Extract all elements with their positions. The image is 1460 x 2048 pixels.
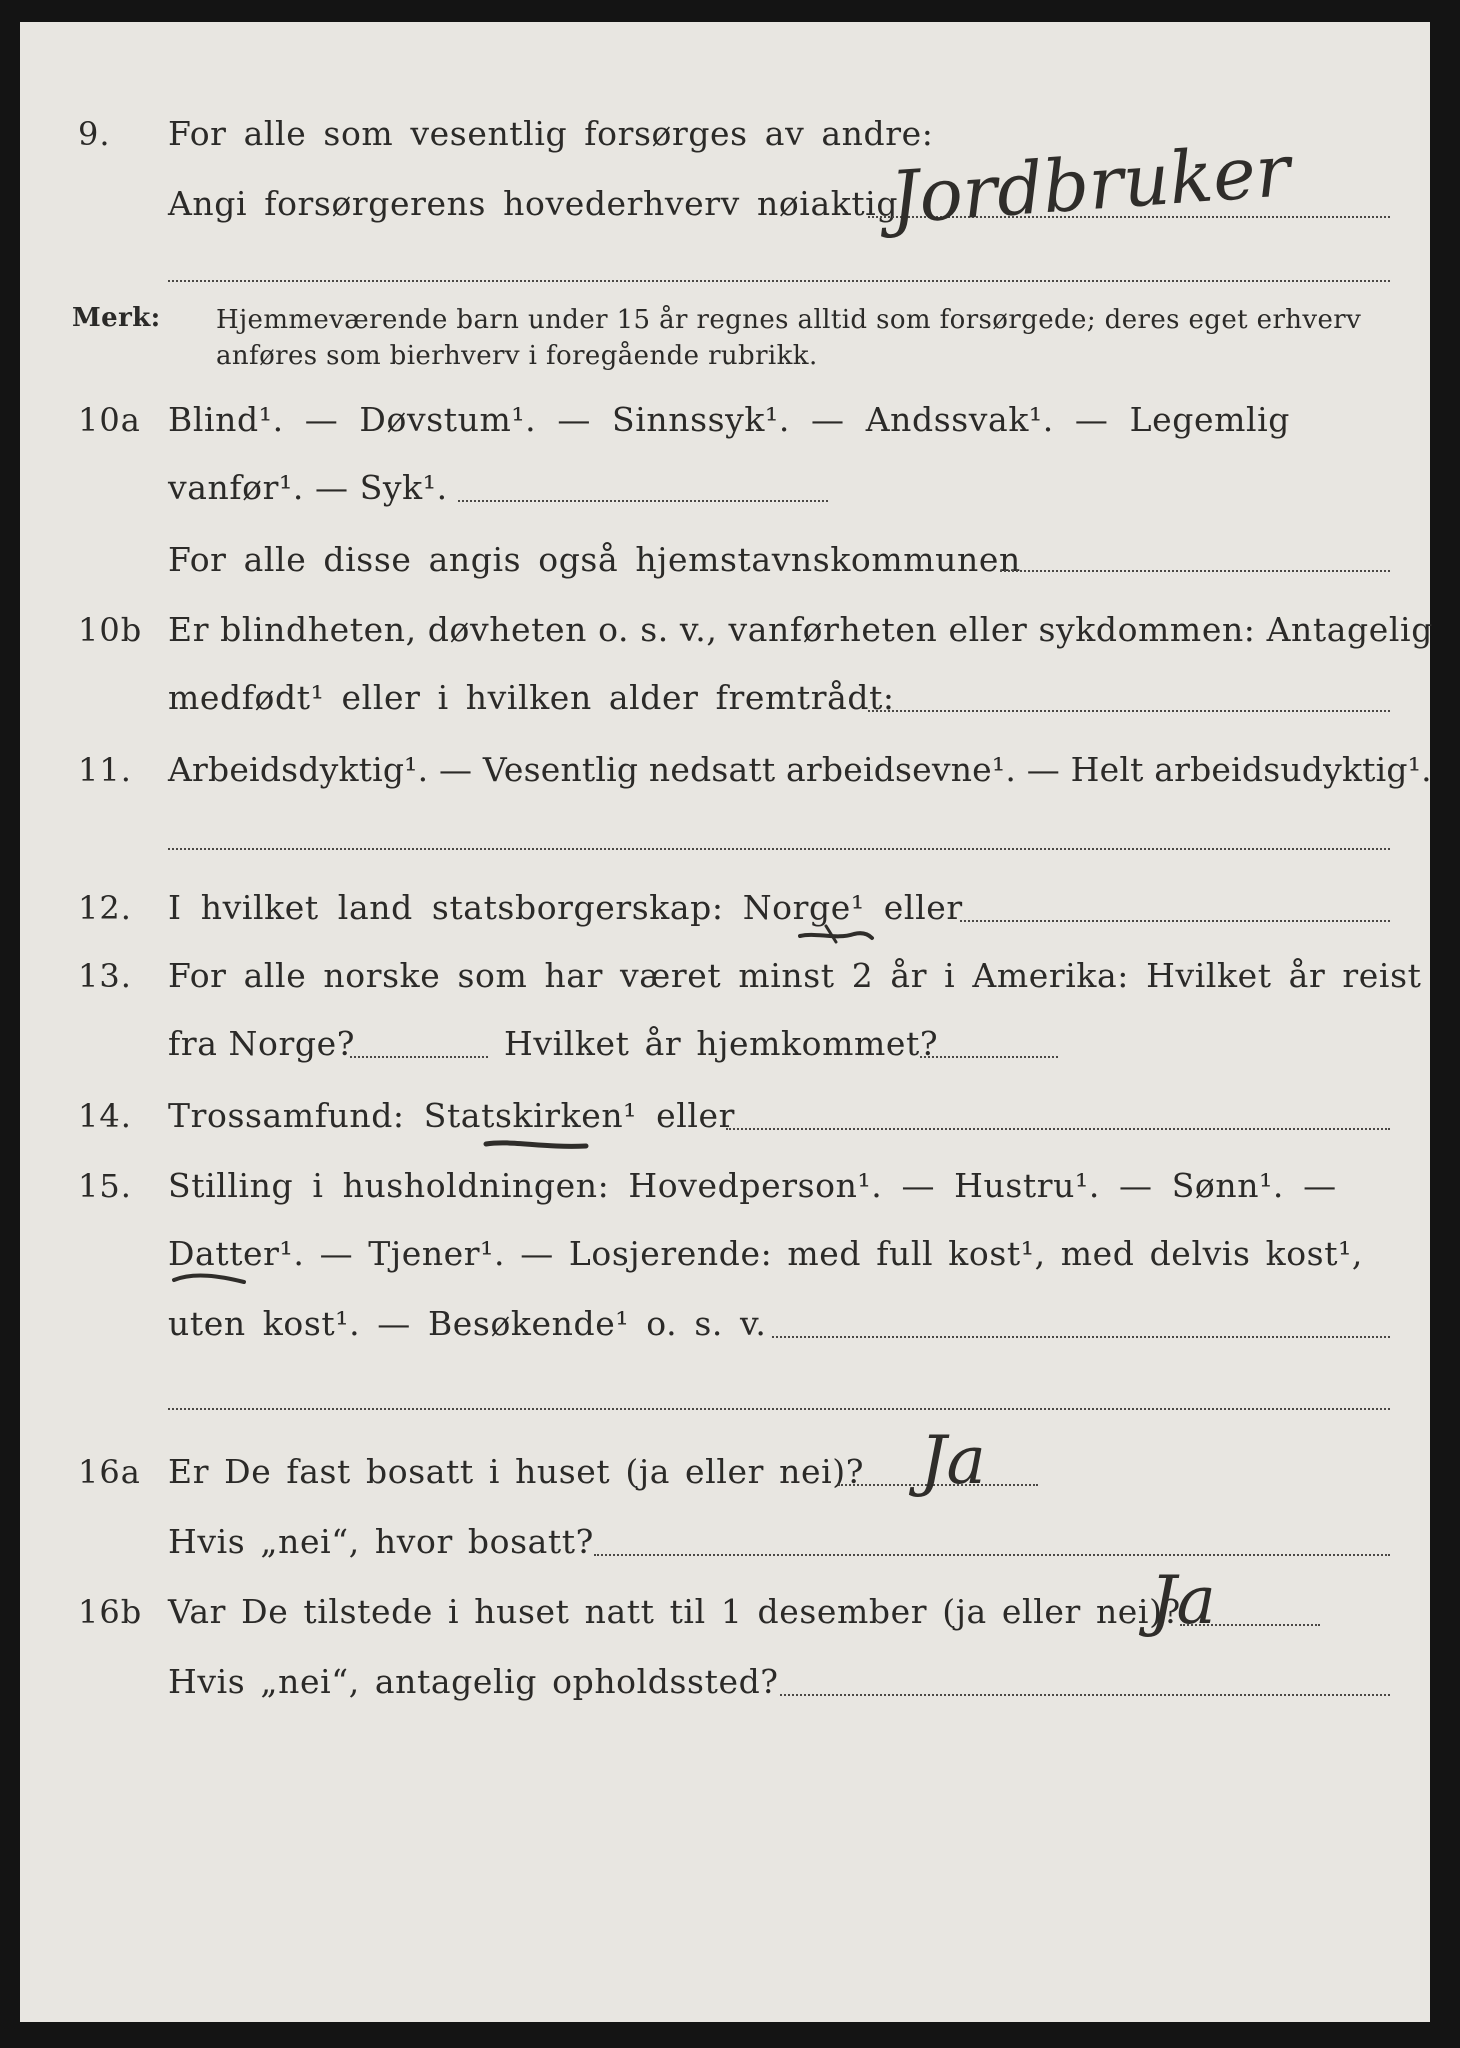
- question-number-11: 11.: [78, 751, 132, 789]
- q16b-location-line: [780, 1694, 1390, 1696]
- q14-answer-line: [726, 1128, 1390, 1130]
- q13-line-2-left: fra Norge?: [168, 1024, 356, 1063]
- q16a-handwritten-answer: Ja: [920, 1422, 986, 1499]
- q15-underline-mark: [170, 1268, 250, 1290]
- q10a-line-3: For alle disse angis også hjemstavnskommunen: [168, 540, 1021, 579]
- q13-departure-year-line: [350, 1056, 488, 1058]
- note-line-2: anføres som bierhverv i foregående rubrikk.: [216, 341, 818, 371]
- q9-line-2: Angi forsørgerens hovederhverv nøiaktig: [168, 184, 899, 223]
- question-number-9: 9.: [78, 115, 111, 153]
- q15-answer-line: [772, 1336, 1390, 1338]
- q11-line-1: Arbeidsdyktig¹. — Vesentlig nedsatt arbeidsevne¹. — Helt arbeidsudyktig¹.: [168, 750, 1432, 789]
- q16a-line-1: Er De fast bosatt i huset (ja eller nei)?: [168, 1452, 864, 1491]
- question-number-15: 15.: [78, 1167, 132, 1205]
- q13-line-1: For alle norske som har været minst 2 år i Amerika: Hvilket år reist: [168, 956, 1422, 995]
- question-number-16b: 16b: [78, 1593, 143, 1631]
- note-line-1: Hjemmeværende barn under 15 år regnes alltid som forsørgede; deres eget erhverv: [216, 305, 1362, 335]
- q16a-residence-line: [594, 1554, 1390, 1556]
- question-number-12: 12.: [78, 889, 132, 927]
- q12-line-1: I hvilket land statsborgerskap: Norge¹ eller: [168, 888, 963, 927]
- q14-underline-mark: [482, 1136, 592, 1156]
- q10b-answer-line: [868, 710, 1390, 712]
- note-label: Merk:: [72, 303, 161, 333]
- q10b-line-1: Er blindheten, døvheten o. s. v., vanførheten eller sykdommen: Antagelig: [168, 610, 1433, 649]
- q13-return-year-line: [920, 1056, 1058, 1058]
- q16b-handwritten-answer: Ja: [1150, 1562, 1216, 1639]
- q16a-line-2: Hvis „nei“, hvor bosatt?: [168, 1522, 594, 1561]
- q10a-municipality-line: [1000, 570, 1390, 572]
- question-number-16a: 16a: [78, 1453, 141, 1491]
- q10a-line-1: Blind¹. — Døvstum¹. — Sinnssyk¹. — Andssvak¹. — Legemlig: [168, 400, 1291, 439]
- question-number-10a: 10a: [78, 401, 141, 439]
- q9-handwritten-answer: Jordbruker: [887, 128, 1293, 240]
- q15-line-2: Datter¹. — Tjener¹. — Losjerende: med full kost¹, med delvis kost¹,: [168, 1234, 1363, 1273]
- q16b-line-2: Hvis „nei“, antagelig opholdssted?: [168, 1662, 779, 1701]
- q15-line-3: uten kost¹. — Besøkende¹ o. s. v.: [168, 1304, 767, 1343]
- census-form-page: [20, 22, 1433, 2022]
- question-number-14: 14.: [78, 1097, 132, 1135]
- q10a-line-2: vanfør¹. — Syk¹.: [168, 468, 448, 507]
- q10a-answer-line: [458, 500, 828, 502]
- q15-line-1: Stilling i husholdningen: Hovedperson¹. — Hustru¹. — Sønn¹. —: [168, 1166, 1337, 1205]
- divider-after-q11: [168, 848, 1390, 850]
- divider-after-q15: [168, 1408, 1390, 1410]
- q9-line-1: For alle som vesentlig forsørges av andre:: [168, 114, 934, 153]
- q12-answer-line: [960, 920, 1390, 922]
- divider-after-q9: [168, 280, 1390, 282]
- q16b-line-1: Var De tilstede i huset natt til 1 desember (ja eller nei)?: [168, 1592, 1181, 1631]
- question-number-10b: 10b: [78, 611, 143, 649]
- question-number-13: 13.: [78, 957, 132, 995]
- q10b-line-2: medfødt¹ eller i hvilken alder fremtrådt:: [168, 678, 895, 717]
- q13-line-2-right: Hvilket år hjemkommet?: [504, 1024, 939, 1063]
- q14-line-1: Trossamfund: Statskirken¹ eller: [168, 1096, 736, 1135]
- q12-underline-mark: [796, 920, 876, 950]
